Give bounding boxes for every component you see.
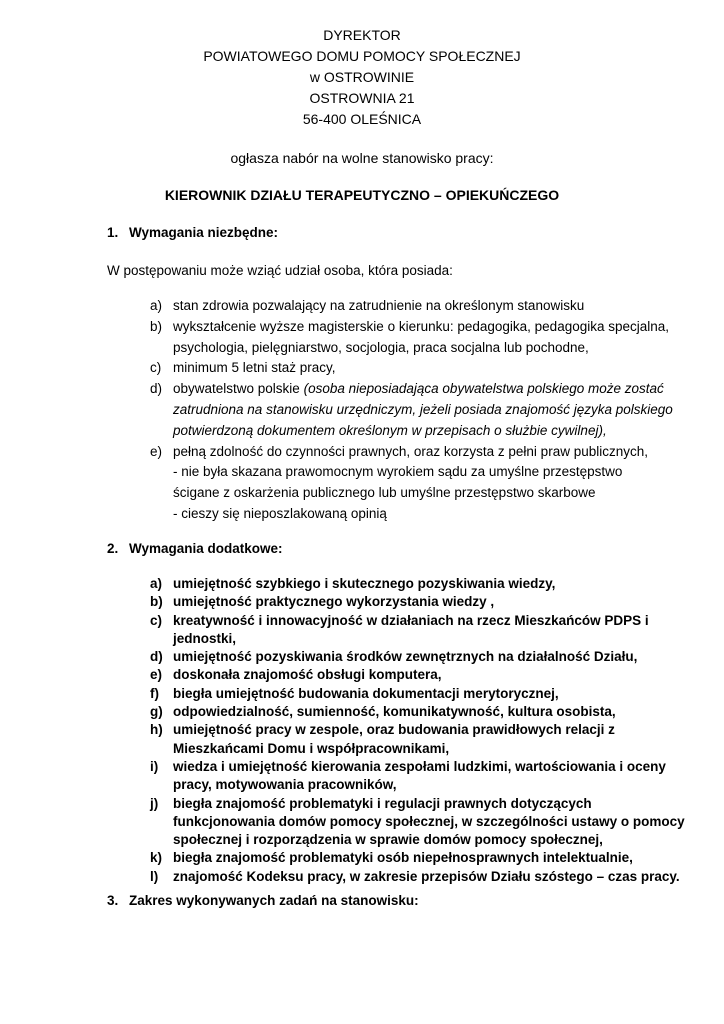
header-line-title: DYREKTOR — [323, 27, 401, 43]
item-letter: c) — [150, 360, 162, 376]
header-line-street: OSTROWNIA 21 — [309, 90, 415, 106]
item-letter: g) — [150, 704, 163, 720]
position-title: KIEROWNIK DZIAŁU TERAPEUTYCZNO – OPIEKUŃCZEGO — [164, 187, 560, 203]
list-item — [150, 358, 690, 379]
item-text: ścigane z oskarżenia publicznego lub umyślne przestępstwo skarbowe — [173, 485, 596, 501]
item-text: umiejętność pozyskiwania środków zewnętrznych na działalność Działu, — [173, 649, 638, 665]
list-item — [150, 296, 690, 317]
requirements-lead: W postępowaniu może wziąć udział osoba, która posiada: — [107, 263, 453, 278]
item-text: biegła znajomość problematyki i regulacji prawnych dotyczących — [173, 795, 592, 811]
item-text: - nie była skazana prawomocnym wyrokiem sądu za umyślne przestępstwo — [173, 464, 623, 480]
item-letter: b) — [150, 594, 163, 610]
section-heading-additional — [107, 540, 283, 558]
item-text: jednostki, — [173, 630, 237, 646]
item-text: funkcjonowania domów pomocy społecznej, w szczególności ustawy o pomocy — [173, 813, 685, 829]
section-heading-required — [107, 224, 278, 242]
list-item — [150, 666, 690, 684]
additional-list — [150, 575, 690, 886]
item-letter: c) — [150, 612, 163, 628]
item-letter: b) — [150, 318, 163, 334]
item-letter: l) — [150, 868, 159, 884]
item-text: wiedza i umiejętność kierowania zespołami ludzkimi, wartościowania i oceny — [173, 758, 666, 774]
item-text: minimum 5 letni staż pracy, — [173, 360, 336, 376]
item-text: psychologia, pielęgniarstwo, socjologia, praca socjalna lub pochodne, — [173, 339, 589, 355]
section-number: 3. — [107, 893, 119, 908]
item-text: znajomość Kodeksu pracy, w zakresie przepisów Działu szóstego – czas pracy. — [173, 868, 680, 884]
employer-header — [0, 25, 724, 130]
item-text-italic: potwierdzoną dokumentem określonym w przepisach o służbie cywilnej), — [173, 422, 607, 438]
item-text: pracy, motywowania pracowników, — [173, 777, 397, 793]
item-letter: i) — [150, 758, 159, 774]
section-title: Wymagania niezbędne: — [129, 225, 279, 240]
list-item — [150, 575, 690, 593]
list-item — [150, 868, 690, 886]
list-item — [150, 379, 690, 441]
item-text: odpowiedzialność, sumienność, komunikatywność, kultura osobista, — [173, 704, 616, 720]
list-item — [150, 849, 690, 867]
list-item — [150, 721, 690, 758]
list-item — [150, 795, 690, 850]
item-text: umiejętność pracy w zespole, oraz budowania prawidłowych relacji z — [173, 722, 615, 738]
list-item — [150, 685, 690, 703]
item-letter: e) — [150, 667, 163, 683]
item-letter: k) — [150, 850, 163, 866]
list-item — [150, 593, 690, 611]
header-line-location: w OSTROWINIE — [309, 69, 415, 85]
item-text: pełną zdolność do czynności prawnych, oraz korzysta z pełni praw publicznych, — [173, 443, 648, 459]
item-letter: f) — [150, 685, 159, 701]
item-letter: a) — [150, 576, 163, 591]
item-text-italic: (osoba nieposiadająca obywatelstwa polskiego może zostać — [303, 381, 664, 397]
list-item — [150, 612, 690, 649]
section-number: 1. — [107, 225, 119, 240]
section-title: Wymagania dodatkowe: — [129, 541, 283, 556]
section-heading-duties — [107, 892, 419, 910]
item-text: obywatelstwo polskie — [173, 381, 304, 397]
list-item — [150, 442, 690, 525]
item-letter: d) — [150, 381, 163, 397]
list-item — [150, 703, 690, 721]
item-text: Mieszkańcami Domu i współpracownikami, — [173, 740, 450, 756]
item-text: wykształcenie wyższe magisterskie o kierunku: pedagogika, pedagogika specjalna, — [173, 318, 670, 334]
item-text: biegła znajomość problematyki osób niepełnosprawnych intelektualnie, — [173, 850, 633, 866]
item-text: biegła umiejętność budowania dokumentacji merytorycznej, — [173, 685, 559, 701]
item-text: stan zdrowia pozwalający na zatrudnienie na określonym stanowisku — [173, 298, 585, 313]
item-letter: h) — [150, 722, 163, 738]
item-text-italic: zatrudniona na stanowisku urzędniczym, jeżeli posiada znajomość języka polskiego — [173, 401, 673, 417]
item-letter: a) — [150, 298, 163, 313]
item-text: społecznej i rozporządzenia w sprawie domów pomocy społecznej, — [173, 832, 603, 848]
list-item — [150, 648, 690, 666]
list-item — [150, 317, 690, 359]
item-text: doskonała znajomość obsługi komputera, — [173, 667, 442, 683]
section-number: 2. — [107, 541, 119, 556]
item-text: umiejętność szybkiego i skutecznego pozyskiwania wiedzy, — [173, 576, 556, 591]
required-list — [150, 296, 690, 525]
item-text: umiejętność praktycznego wykorzystania wiedzy , — [173, 594, 495, 610]
list-item — [150, 758, 690, 795]
item-letter: j) — [150, 795, 159, 811]
item-text: - cieszy się nieposzlakowaną opinią — [173, 505, 387, 521]
header-line-institution: POWIATOWEGO DOMU POMOCY SPOŁECZNEJ — [203, 48, 521, 64]
announcement-intro: ogłasza nabór na wolne stanowisko pracy: — [230, 150, 494, 166]
item-text: kreatywność i innowacyjność w działaniach na rzecz Mieszkańców PDPS i — [173, 612, 649, 628]
item-letter: e) — [150, 443, 163, 459]
section-title: Zakres wykonywanych zadań na stanowisku: — [129, 893, 419, 908]
item-letter: d) — [150, 649, 163, 665]
header-line-postal: 56-400 OLEŚNICA — [302, 111, 422, 127]
